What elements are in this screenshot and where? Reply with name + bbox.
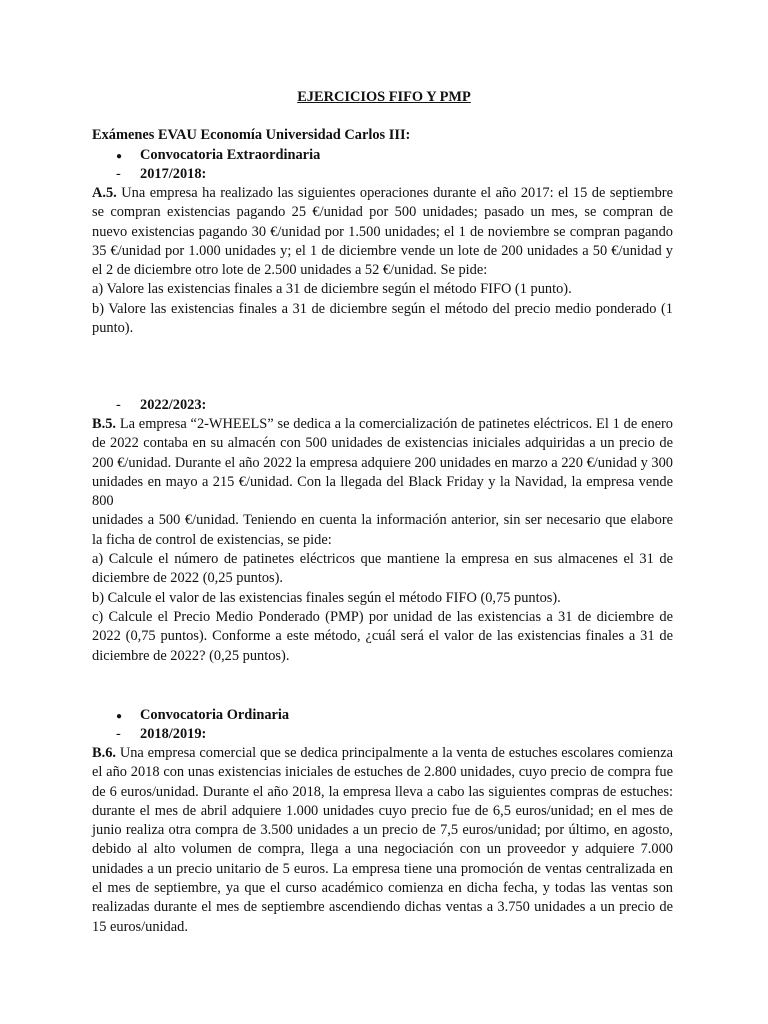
exercise-label: B.6. (92, 745, 116, 761)
bullet-item-extraordinaria (92, 146, 673, 166)
exercise-a5-part-b: b) Valore las existencias finales a 31 de diciembre según el método del precio medio ponderado (1 punto). (92, 300, 673, 337)
dash-icon: - (116, 166, 121, 182)
exams-heading: Exámenes EVAU Economía Universidad Carlos III: (92, 127, 411, 143)
exercise-text: Una empresa comercial que se dedica principalmente a la venta de estuches escolares comienza el año 2018 con unas existencias iniciales de estuches de 2.800 unidades, cuyo precio de compra fue de 6 euros/unidad. Durante el año 2018, la empresa lleva a cabo las siguientes compras de estuches: durante el mes de abril adquiere 1.000 unidades cuyo precio fue de 6,5 euros/unidad; en el mes de junio realiza otra compra de 3.500 unidades a un precio de 7,5 euros/unidad; por último, en agosto, debido al alto volumen de compra, llega a una negociación con un proveedor y adquiere 7.000 unidades a un precio unitario de 5 euros. La empresa tiene una promoción de ventas centralizada en el mes de septiembre, ya que el curso académico comienza en dicha fecha, y todas las ventas son realizadas durante el mes de septiembre ascendiendo dichas ventas a 3.750 unidades a un precio de 15 euros/unidad. (92, 745, 673, 935)
exercise-b5 (92, 415, 673, 666)
exercise-b5-part-a: a) Calcule el número de patinetes eléctricos que mantiene la empresa en sus almacenes el 31 de diciembre de 2022 (0,25 puntos). (92, 551, 673, 587)
exercise-b6 (92, 744, 673, 937)
bullet-icon: ● (116, 711, 123, 722)
exercise-b5-part-b: b) Calcule el valor de las existencias finales según el método FIFO (0,75 puntos). (92, 589, 561, 606)
exercise-b5-part-c: c) Calcule el Precio Medio Ponderado (PMP) por unidad de las existencias a 31 de diciembre de 2022 (0,75 puntos). Conforme a este método, ¿cuál será el valor de las existencias finales a 31 de diciembre de 2022? (0,25 puntos). (92, 608, 673, 664)
bullet-icon: ● (116, 151, 123, 162)
exercise-b5-statement-cont: unidades a 500 €/unidad. Teniendo en cuenta la información anterior, sin ser necesario que elabore la ficha de control de existencias, se pide: (92, 512, 673, 548)
exercise-label: B.5. (92, 416, 116, 432)
exercise-b6-statement (92, 744, 673, 937)
bullet-label: Convocatoria Extraordinaria (140, 147, 321, 163)
year-label: 2018/2019: (140, 726, 207, 742)
year-label: 2022/2023: (140, 397, 207, 413)
dash-icon: - (116, 397, 121, 413)
dash-icon: - (116, 726, 121, 742)
exercise-a5 (92, 184, 673, 338)
exercise-a5-part-a: a) Valore las existencias finales a 31 de diciembre según el método FIFO (1 punto). (92, 281, 572, 298)
exercise-label: A.5. (92, 185, 117, 201)
exercise-b5-statement (92, 415, 673, 511)
bullet-item-ordinaria (92, 706, 673, 726)
year-item-2017-2018 (92, 165, 673, 185)
document-title: EJERCICIOS FIFO Y PMP (297, 89, 471, 105)
year-label: 2017/2018: (140, 166, 207, 182)
bullet-label: Convocatoria Ordinaria (140, 707, 290, 723)
exercise-text: Una empresa ha realizado las siguientes operaciones durante el año 2017: el 15 de septiembre se compran existencias pagando 25 €/unidad por 500 unidades; pasado un mes, se compran de nuevo existencias pagando 30 €/unidad por 1.500 unidades; el 1 de noviembre se compran pagando 35 €/unidad por 1.000 unidades y; el 1 de diciembre vende un lote de 200 unidades a 50 €/unidad y el 2 de diciembre otro lote de 2.500 unidades a 52 €/unidad. Se pide: (92, 185, 673, 279)
exercise-text: La empresa “2-WHEELS” se dedica a la comercialización de patinetes eléctricos. El 1 de enero de 2022 contaba en su almacén con 500 unidades de existencias iniciales adquiridas a un precio de 200 €/unidad. Durante el año 2022 la empresa adquiere 200 unidades en marzo a 220 €/unidad y 300 unidades en mayo a 215 €/unidad. Con la llegada del Black Friday y la Navidad, la empresa vende 800 (92, 416, 673, 510)
year-item-2018-2019 (92, 725, 673, 745)
exercise-a5-statement (92, 184, 673, 280)
year-item-2022-2023 (92, 396, 673, 416)
